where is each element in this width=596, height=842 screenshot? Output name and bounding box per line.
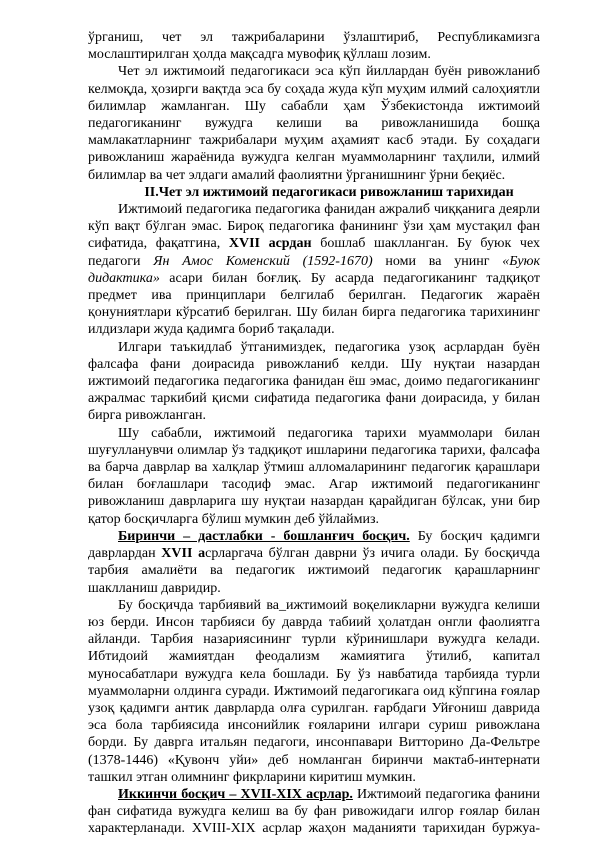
text-run: Бу босқич қадимги даврлардан (88, 528, 541, 562)
stage-title-2: Иккинчи босқич – XVII-XIX асрлар. (118, 786, 353, 802)
section-heading: II.Чет эл ижтимоий педагогикаси ривожланиш тарихидан (144, 184, 514, 200)
text-run: Шу сабабли, ижтимоий педагогика тарихи муаммолари билан шуғулланувчи олимлар ўз тадқиқот ишларини педагогика тарихи, фалсафа ва барча даврлар ва халқлар ўтмиш алломаларининг педагогик қарашлари билан боғлашлари тасодиф эмас. Агар ижтимоий педагогиканинг ривожланиш даврларига шу нуқтаи назардан қарайдиган бўлсак, уни бир қатор босқичларга бўлиш мумкин деб ўйлаймиз. (88, 425, 540, 527)
italic-run: Ян Амос Коменский (1592-1670) (153, 253, 373, 269)
text-run: Чет эл ижтимоий педагогикаси эса кўп йиллардан буён ривожланиб келмоқда, ҳозирги вақтда эса бу соҳада жуда кўп муҳим илмий салоҳиятли билимлар жамланган. Шу сабабли ҳам Ўзбекистонда ижтимоий педагогиканинг вужудга келиши ва ривожланишида бошқа мамлакатларнинг тажрибалари муҳим аҳамият касб этади. Бу соҳадаги ривожланиш жараёнида вужудга келган муаммоларнинг таҳлили, илмий билимлар ва чет элдаги амалий фаолиятни ўрганишнинг ўрни беқиёс. (88, 64, 540, 183)
italic-run: «Буюк дидактика» (88, 253, 540, 286)
stage-title-1: Биринчи – дастлабки - бошланғич босқич. (118, 528, 410, 544)
paragraph-5 (88, 425, 540, 528)
text-run: срларгача бўлган даврни ўз ичига олади. Бу босқичда тарбия амалиёти ва педагогик ижтимоий педагогик қарашларнинг шаклланиш давридир. (88, 546, 540, 596)
text-run: ўрганиш, чет эл тажрибаларини ўзлаштириб, Республикамизга мослаштирилган ҳолда мақсадга мувофиқ қўллаш лозим. (88, 30, 540, 63)
text-run: Илгари таъкидлаб ўтганимиздек, педагогика узоқ асрлардан буён фалсафа фани доирасида ривожланиб келди. Шу нуқтаи назардан ижтимоий педагогика педагогика фанидан ёш эмас, доимо педагогиканинг ажралмас таркибий қисми сифатида педагогика фани доирасида, у билан бирга ривожланган. (88, 339, 540, 424)
paragraph-7 (88, 597, 540, 786)
text-run: номи ва унинг (372, 253, 503, 269)
page-body (88, 29, 540, 838)
paragraph-2 (88, 63, 540, 183)
paragraph-6 (88, 528, 540, 597)
text-run: Бу босқичда тарбиявий ва_ижтимоий воқеликларни вужудга келиши юз берди. Инсон тарбияси бу даврда табиий ҳолатдан онгли фаолиятга айланди. Тарбия назариясининг турли кўринишлари вужудга келади. Ибтидоий жамиятдан феодализм жамиятига ўтилиб, капитал муносабатлари вужудга кела бошлади. Бу ўз навбатида тарбияда турли муаммоларни олдинга суради. Ижтимоий педагогикага оид кўпгина ғоялар узоқ қадимги антик даврларда олға сурилган. ғарбдаги Уйғониш даврида эса бола тарбиясида инсонийлик ғояларини илгари суриш ривожлана борди. Бу даврга итальян педагоги, инсонпавари Витторино Да-Фельтре (1378-1446) «Қувонч уйи» деб номланган биринчи мактаб-интернати ташкил этган олимнинг фикрларини киритиш мумкин. (88, 597, 540, 785)
paragraph-8 (88, 786, 540, 838)
bold-run: XVII асрдан (228, 236, 312, 252)
text-run: асари билан боғлиқ. Бу асарда педагогиканинг тадқиқот предмет ива принциплари белгилаб берилган. Педагогик жараён қонуниятлари кўрсатиб берилган. Шу билан бирга педагогика тарихининг илдизлари жуда қадимга бориб тақалади. (88, 270, 540, 338)
text-run: Ижтимоий педагогика педагогика фанидан ажралиб чиққанига деярли кўп вақт бўлган эмас. Бироқ педагогика фанининг ўзи ҳам мустақил фан сифатида, фақатгина, (88, 202, 540, 252)
bold-run: XVII а (161, 546, 206, 562)
text-run: бошлаб шаклланган. Бу буюк чех педагоги (88, 236, 540, 269)
paragraph-4 (88, 339, 540, 425)
paragraph-3 (88, 201, 540, 339)
paragraph-1 (88, 29, 540, 63)
text-run: Ижтимоий педагогика фанини фан сифатида вужудга келиш ва бу фан ривожидаги илгор ғоялар билан характерланади. XVIII-XIX асрлар жаҳон маданияти тарихидан буржуа- (88, 786, 540, 837)
